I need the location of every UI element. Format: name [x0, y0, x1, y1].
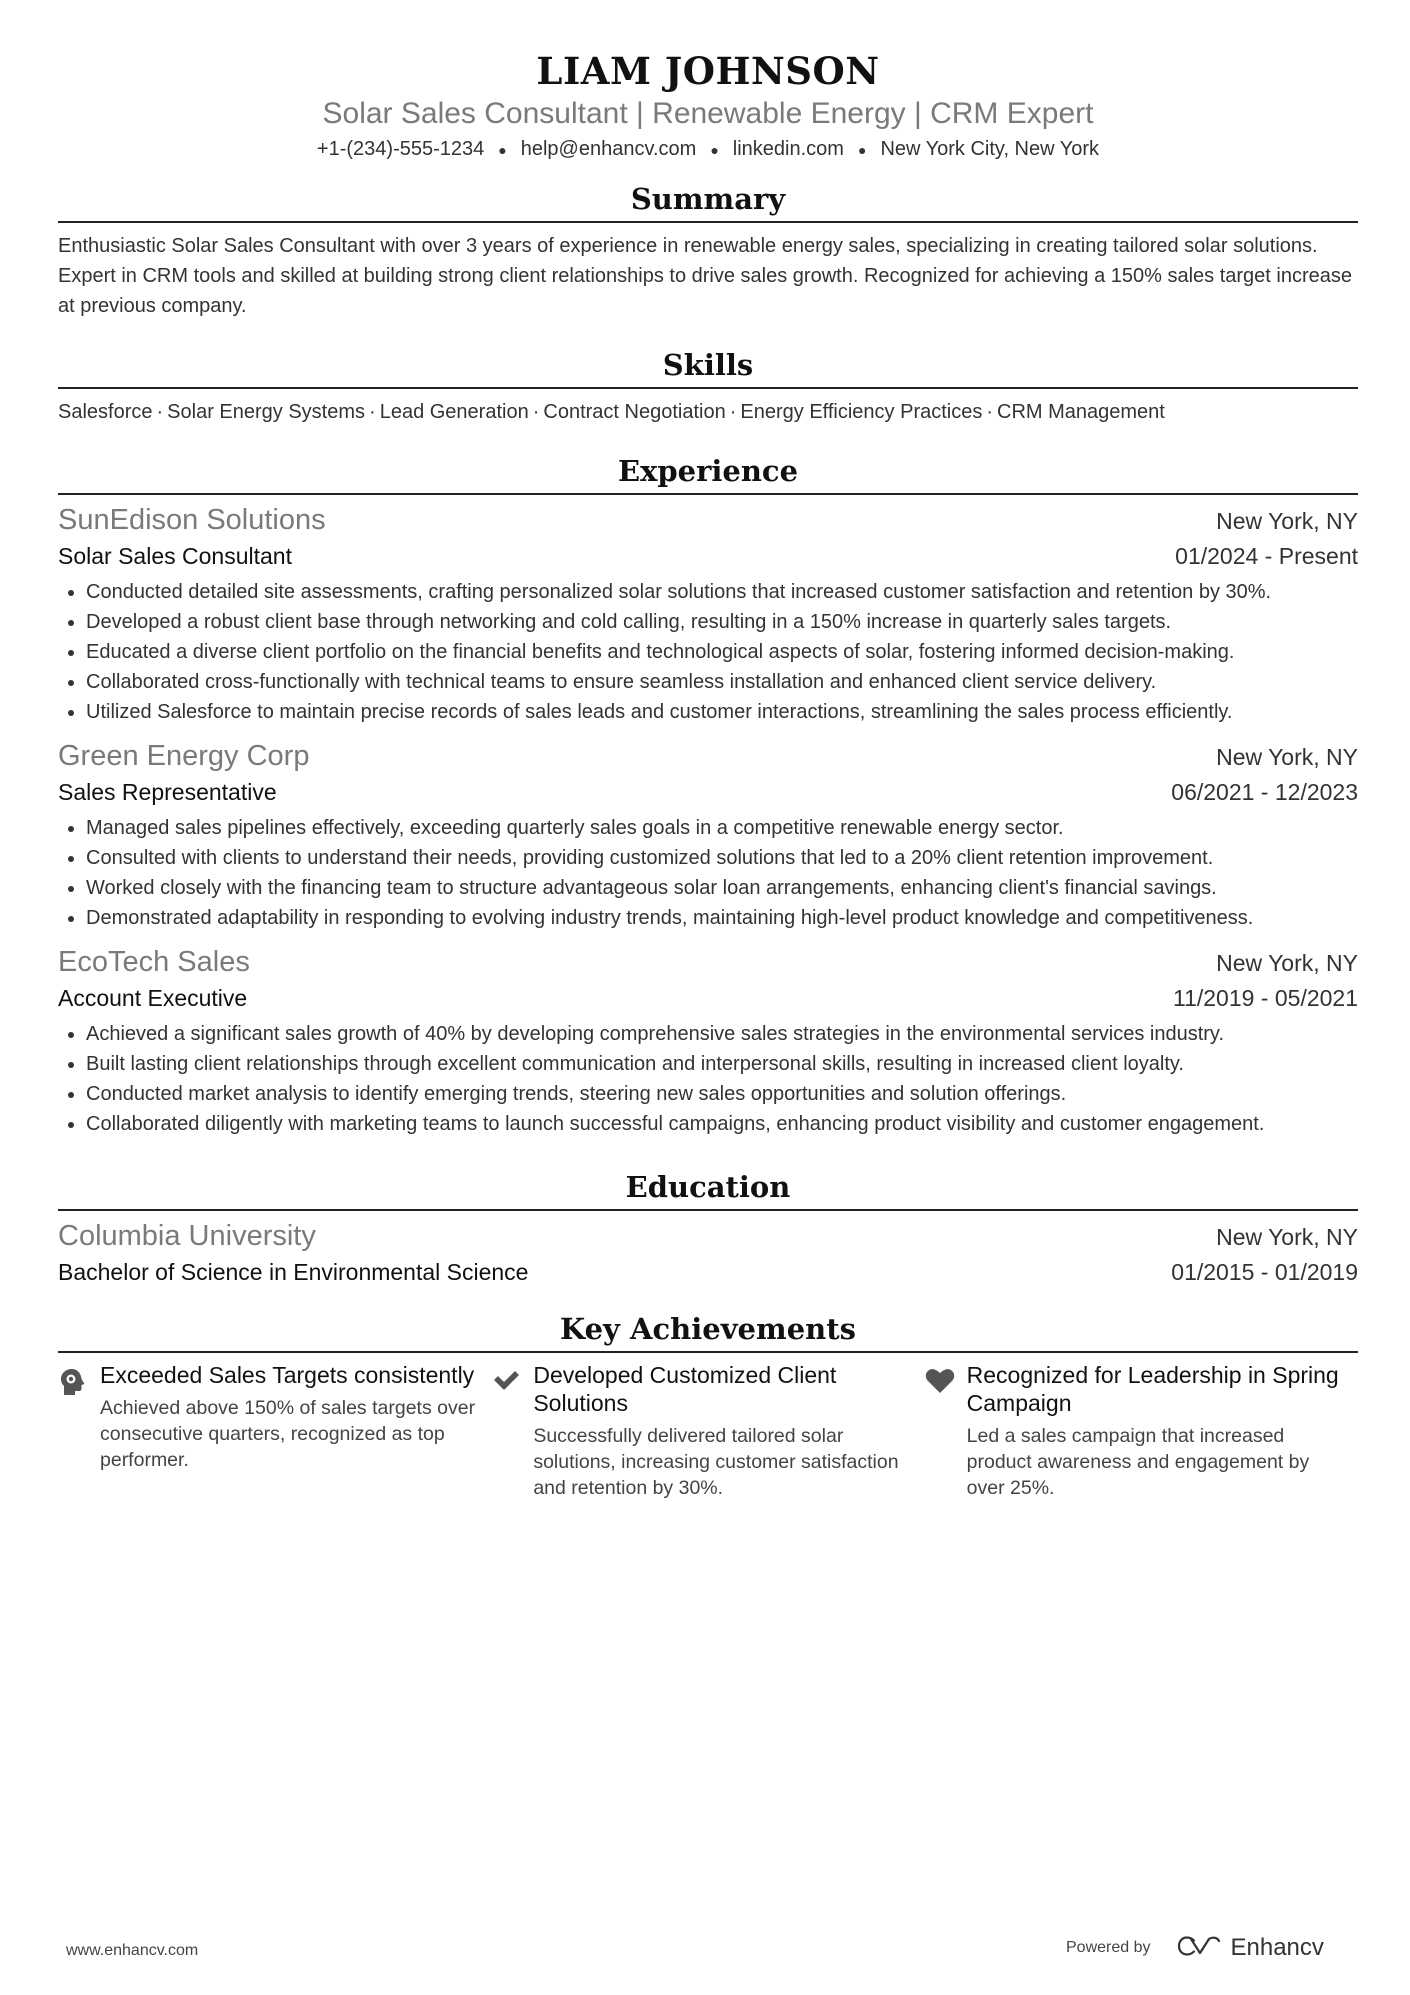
skills-section	[58, 345, 1358, 427]
bullet-item: • Collaborated cross-functionally with technical teams to ensure seamless installation and enhanced client service delivery.	[86, 667, 1358, 697]
bullet-item: • Collaborated diligently with marketing teams to launch successful campaigns, enhancing product visibility and customer engagement.	[86, 1109, 1358, 1139]
job-bullets	[58, 577, 1358, 727]
job-entry	[58, 501, 1358, 727]
separator-dot: ●	[498, 141, 507, 158]
achievements-grid	[58, 1361, 1358, 1501]
achievement-card	[925, 1361, 1358, 1501]
resume-page	[58, 48, 1358, 1501]
education-section	[58, 1167, 1358, 1289]
bullet-item: • Educated a diverse client portfolio on the financial benefits and technological aspects of solar, fostering informed decision-making.	[86, 637, 1358, 667]
achievements-title: Key Achievements	[58, 1309, 1358, 1353]
job-location: New York, NY	[1216, 949, 1358, 976]
education-entry	[58, 1217, 1358, 1289]
bullet-item: • Consulted with clients to understand their needs, providing customized solutions that led to a 20% client retention improvement.	[86, 843, 1358, 873]
summary-section	[58, 179, 1358, 321]
separator-dot: ●	[710, 141, 719, 158]
skill-item: CRM Management	[997, 400, 1165, 423]
skills-title: Skills	[58, 345, 1358, 389]
heart-icon	[925, 1361, 967, 1501]
experience-section	[58, 451, 1358, 1139]
bullet-item: • Developed a robust client base through networking and cold calling, resulting in a 150% increase in quarterly sales targets.	[86, 607, 1358, 637]
bullet-item: • Utilized Salesforce to maintain precise records of sales leads and customer interactions, streamlining the sales process efficiently.	[86, 697, 1358, 727]
school-name: Columbia University	[58, 1219, 316, 1252]
footer-branding[interactable]	[1066, 1934, 1324, 1962]
enhancv-brand-name: Enhancv	[1230, 1934, 1324, 1961]
job-location: New York, NY	[1216, 743, 1358, 770]
bullet-item: • Conducted market analysis to identify emerging trends, steering new sales opportunities and solution offerings.	[86, 1079, 1358, 1109]
achievement-title: Developed Customized Client Solutions	[533, 1361, 837, 1416]
skill-item: Contract Negotiation	[543, 400, 726, 423]
education-title: Education	[58, 1167, 1358, 1211]
job-dates: 06/2021 - 12/2023	[1171, 778, 1358, 805]
summary-title: Summary	[58, 179, 1358, 223]
footer-website[interactable]: www.enhancv.com	[66, 1942, 199, 1959]
bullet-item: • Conducted detailed site assessments, crafting personalized solar solutions that increased customer satisfaction and retention by 30%.	[86, 577, 1358, 607]
achievement-card	[58, 1361, 491, 1501]
job-dates: 01/2024 - Present	[1175, 542, 1358, 569]
school-location: New York, NY	[1216, 1223, 1358, 1250]
powered-by-label: Powered by	[1066, 1939, 1151, 1956]
bullet-item: • Demonstrated adaptability in responding to evolving industry trends, maintaining high-level product knowledge and competitiveness.	[86, 903, 1358, 933]
job-bullets	[58, 813, 1358, 933]
experience-title: Experience	[58, 451, 1358, 495]
degree: Bachelor of Science in Environmental Science	[58, 1258, 529, 1285]
bullet-item: • Built lasting client relationships through excellent communication and interpersonal skills, resulting in increased client loyalty.	[86, 1049, 1358, 1079]
skill-item: Solar Energy Systems	[167, 400, 366, 423]
bullet-item: • Worked closely with the financing team to structure advantageous solar loan arrangements, enhancing client's financial savings.	[86, 873, 1358, 903]
achievement-description: Achieved above 150% of sales targets over consecutive quarters, recognized as top performer.	[100, 1396, 476, 1471]
summary-text: Enthusiastic Solar Sales Consultant with over 3 years of experience in renewable energy sales, specializing in creating tailored solar solutions. Expert in CRM tools and skilled at building strong client relationships to drive sales growth. Recognized for achieving a 150% sales target increase at previous company.	[58, 234, 1353, 317]
achievement-card	[491, 1361, 924, 1501]
skills-list: Salesforce · Solar Energy Systems · Lead Generation · Contract Negotiation · Energy Efficiency Practices · CRM Management	[58, 400, 1165, 423]
job-bullets	[58, 1019, 1358, 1139]
job-role: Sales Representative	[58, 778, 277, 805]
contact-linkedin[interactable]: linkedin.com	[732, 138, 844, 160]
achievement-description: Led a sales campaign that increased product awareness and engagement by over 25%.	[966, 1424, 1310, 1499]
skill-item: Salesforce	[58, 400, 153, 423]
achievement-description: Successfully delivered tailored solar solutions, increasing customer satisfaction and retention by 30%.	[533, 1424, 899, 1499]
job-dates: 11/2019 - 05/2021	[1172, 984, 1358, 1011]
achievements-section	[58, 1309, 1358, 1501]
contact-email[interactable]: help@enhancv.com	[520, 138, 697, 160]
skill-item: Lead Generation	[379, 400, 529, 423]
candidate-headline: Solar Sales Consultant | Renewable Energy | CRM Expert	[322, 97, 1094, 130]
contact-phone[interactable]: +1-(234)-555-1234	[316, 138, 485, 160]
job-role: Solar Sales Consultant	[58, 542, 292, 569]
separator-dot: ●	[857, 141, 867, 158]
company-name: SunEdison Solutions	[58, 503, 326, 536]
company-name: Green Energy Corp	[58, 739, 310, 772]
lightbulb-head-icon	[58, 1361, 100, 1501]
contact-location: New York City, New York	[880, 138, 1100, 160]
achievement-title: Recognized for Leadership in Spring Campaign	[966, 1361, 1339, 1416]
contact-line	[58, 134, 1358, 165]
company-name: EcoTech Sales	[58, 945, 250, 978]
bullet-item: • Achieved a significant sales growth of 40% by developing comprehensive sales strategies in the environmental services industry.	[86, 1019, 1358, 1049]
candidate-name: LIAM JOHNSON	[536, 49, 880, 93]
education-dates: 01/2015 - 01/2019	[1171, 1258, 1358, 1285]
job-location: New York, NY	[1216, 507, 1358, 534]
job-entry	[58, 737, 1358, 933]
skill-item: Energy Efficiency Practices	[740, 400, 983, 423]
enhancv-logo-icon	[1177, 1935, 1223, 1962]
job-entry	[58, 943, 1358, 1139]
bullet-item: • Managed sales pipelines effectively, exceeding quarterly sales goals in a competitive renewable energy sector.	[86, 813, 1358, 843]
job-role: Account Executive	[58, 984, 248, 1011]
achievement-title: Exceeded Sales Targets consistently	[100, 1361, 475, 1388]
checkmark-icon	[491, 1361, 533, 1501]
